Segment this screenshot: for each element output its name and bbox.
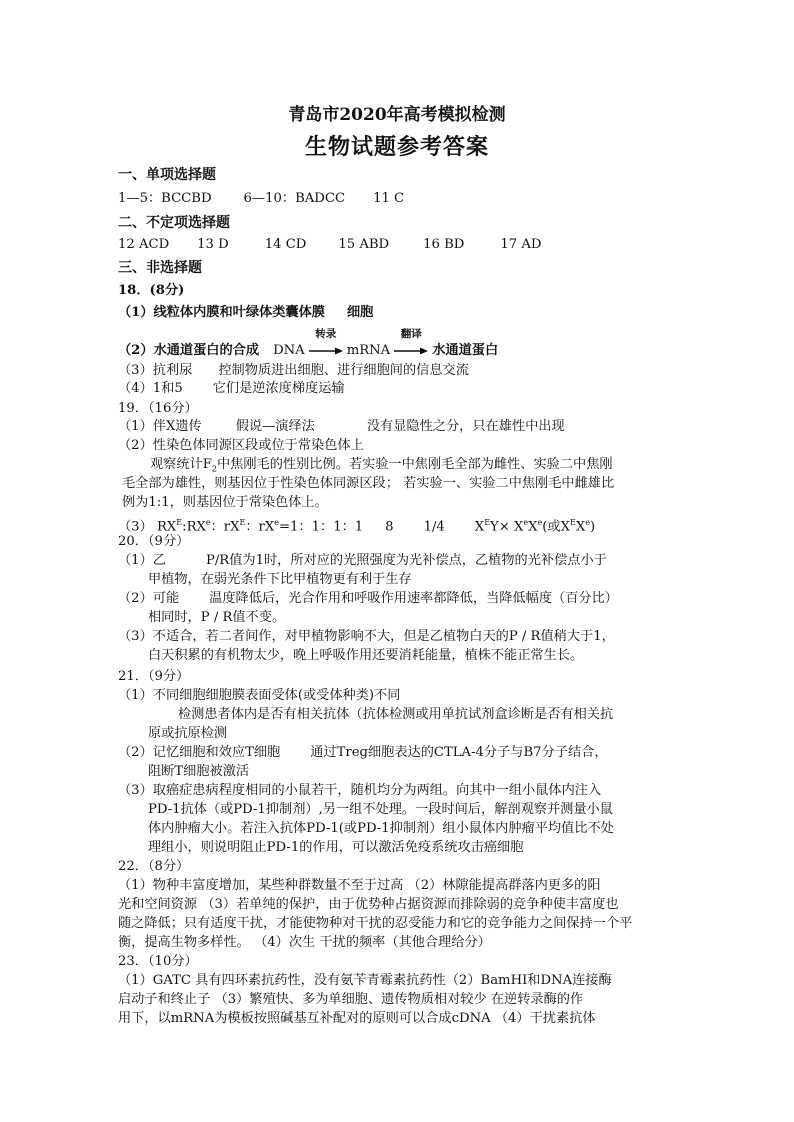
q22-line-4: 衡，提高生物多样性。 （4）次生 干扰的频率（其他合理给分） [118,935,491,950]
q21-answer-1-line-2: 检测患者体内是否有相关抗体（抗体检测或用单抗试剂盒诊断是否有相关抗 [178,707,614,722]
q20-answer-3: （3）不适合，若二者间作，对甲植物影响不大，但是乙植物白天的P / R值稍大于1， [118,629,615,644]
translation-arrow [394,328,428,360]
right-arrow-icon [394,346,428,356]
q18-heading: 18．(8分) [118,283,185,298]
q21-answer-3-line-4: 理组小，则说明阻止PD-1的作用，可以激活免疫系统攻击癌细胞 [148,840,524,855]
q23-line-2: 启动子和终止子 （3）繁殖快、多为单细胞、遗传物质相对较少 在逆转录酶的作 [118,992,584,1007]
q21-heading: 21．（9分） [118,669,190,684]
q19-answer-2: （2）性染色体同源区段或位于常染色体上 [118,438,364,453]
answer-16: 16 BD [423,237,465,252]
transcription-label: 转录 [315,328,337,340]
q23-line-3: 用下，以mRNA为模板按照碱基互补配对的原则可以合成cDNA （4）干扰素抗体 [118,1011,596,1026]
q20-answer-1: （1）乙 P/R值为1时，所对应的光照强度为光补偿点，乙植物的光补偿点小于 [118,553,607,568]
q18-answer-2: （2）水通道蛋白的合成 DNA 转录 mRNA 翻译 水通道蛋白 [118,342,498,360]
q19-answer-2-line-4: 例为1:1，则基因位于常染色体上。 [122,495,328,510]
q20-answer-1-line-2: 甲植物，在弱光条件下比甲植物更有利于生存 [148,572,412,587]
water-channel-protein-label: 水通道蛋白 [432,343,499,358]
q21-answer-2-line-2: 阻断T细胞被激活 [148,764,250,779]
mrna-label: mRNA [346,343,391,358]
translation-label: 翻译 [400,328,422,340]
answer-12: 12 ACD [118,237,170,252]
q23-heading: 23．（10分） [118,954,198,969]
q18-answer-4: （4）1和5 它们是逆浓度梯度运输 [118,381,345,396]
section-single-choice-heading: 一、单项选择题 [118,167,216,183]
q20-answer-2: （2）可能 温度降低后，光合作用和呼吸作用速率都降低，当降低幅度（百分比） [118,591,618,606]
q19-heading: 19．（16分） [118,401,198,416]
q20-heading: 20．（9分） [118,534,190,549]
q21-answer-1-line-3: 原或抗原检测 [148,726,228,741]
answer-15: 15 ABD [338,237,390,252]
q19-answer-3: （3） $RX^E:RX^e$：$rX^E$：$rX^e=1$：1：1：1 8 1/4 $X^EY\times X^eX^e$(或$X^EXe$) [118,518,596,535]
q18-answer-1: （1）线粒体内膜和叶绿体类囊体膜 细胞 [118,305,374,320]
q21-answer-1: （1）不同细胞细胞膜表面受体(或受体种类)不同 [118,688,401,703]
q19-answer-2-line-3: 毛全部为雄性，则基因位于性染色体同源区段； 若实验一、实验二中焦刚毛中雌雄比 [122,476,615,491]
q21-answer-3-line-2: PD-1抗体（或PD-1抑制剂）,另一组不处理。一段时间后，解剖观察并测量小鼠 [148,802,613,817]
q20-answer-3-line-2: 白天积累的有机物太少，晚上呼吸作用还要消耗能量，植株不能正常生长。 [148,648,584,663]
section-multi-choice-heading: 二、不定项选择题 [118,215,230,231]
answer-17: 17 AD [500,237,542,252]
q19-answer-1: （1）伴X遗传 假说—演绎法 没有显隐性之分，只在雄性中出现 [118,419,565,434]
q21-answer-2: （2）记忆细胞和效应T细胞 通过Treg细胞表达的CTLA-4分子与B7分子结合， [118,745,608,760]
q21-answer-3-line-3: 体内肿瘤大小。若注入抗体PD-1(或PD-1抑制剂）组小鼠体内肿瘤平均值比不处 [148,821,614,836]
q22-line-2: 光和空间资源 （3）若单纯的保护，由于优势种占据资源而排除弱的竞争种使丰富度也 [118,897,619,912]
answer-13: 13 D [197,237,229,252]
q21-answer-3: （3）取癌症患病程度相同的小鼠若干，随机均分为两组。向其中一组小鼠体内注入 [118,783,602,798]
q19-answer-2-line-2: 观察统计$F_2$中焦刚毛的性别比例。若实验一中焦刚毛全部为雌性、实验二中焦刚 [150,457,613,474]
q22-line-3: 随之降低；只有适度干扰，才能使物种对干扰的忍受能力和它的竞争能力之间保持一个平 [118,916,633,931]
answer-11: 11 C [373,191,405,206]
answer-title: 生物试题参考答案 [304,134,489,160]
q22-line-1: （1）物种丰富度增加，某些种群数量不至于过高 （2）林隙能提高群落内更多的阳 [118,878,601,893]
answer-14: 14 CD [264,237,307,252]
single-choice-answers [118,190,404,208]
q18-answer-3: （3）抗利尿 控制物质进出细胞、进行细胞间的信息交流 [118,363,469,378]
section-non-choice-heading: 三、非选择题 [118,260,202,276]
exam-title: 青岛市2020年高考模拟检测 [288,105,506,125]
answers-6-10: 6—10：BADCC [243,191,346,206]
multi-choice-answers [118,236,541,254]
q23-line-1: （1）GATC 具有四环素抗药性，没有氨苄青霉素抗药性（2）BamHⅠ和DNA连接酶 [118,973,612,988]
q22-heading: 22．（8分） [118,859,190,874]
transcription-arrow [309,328,343,360]
answers-1-5: 1—5：BCCBD [118,191,212,206]
q20-answer-2-line-2: 相同时，P / R值不变。 [148,610,286,625]
right-arrow-icon [309,346,343,356]
dna-label: DNA [273,343,305,358]
